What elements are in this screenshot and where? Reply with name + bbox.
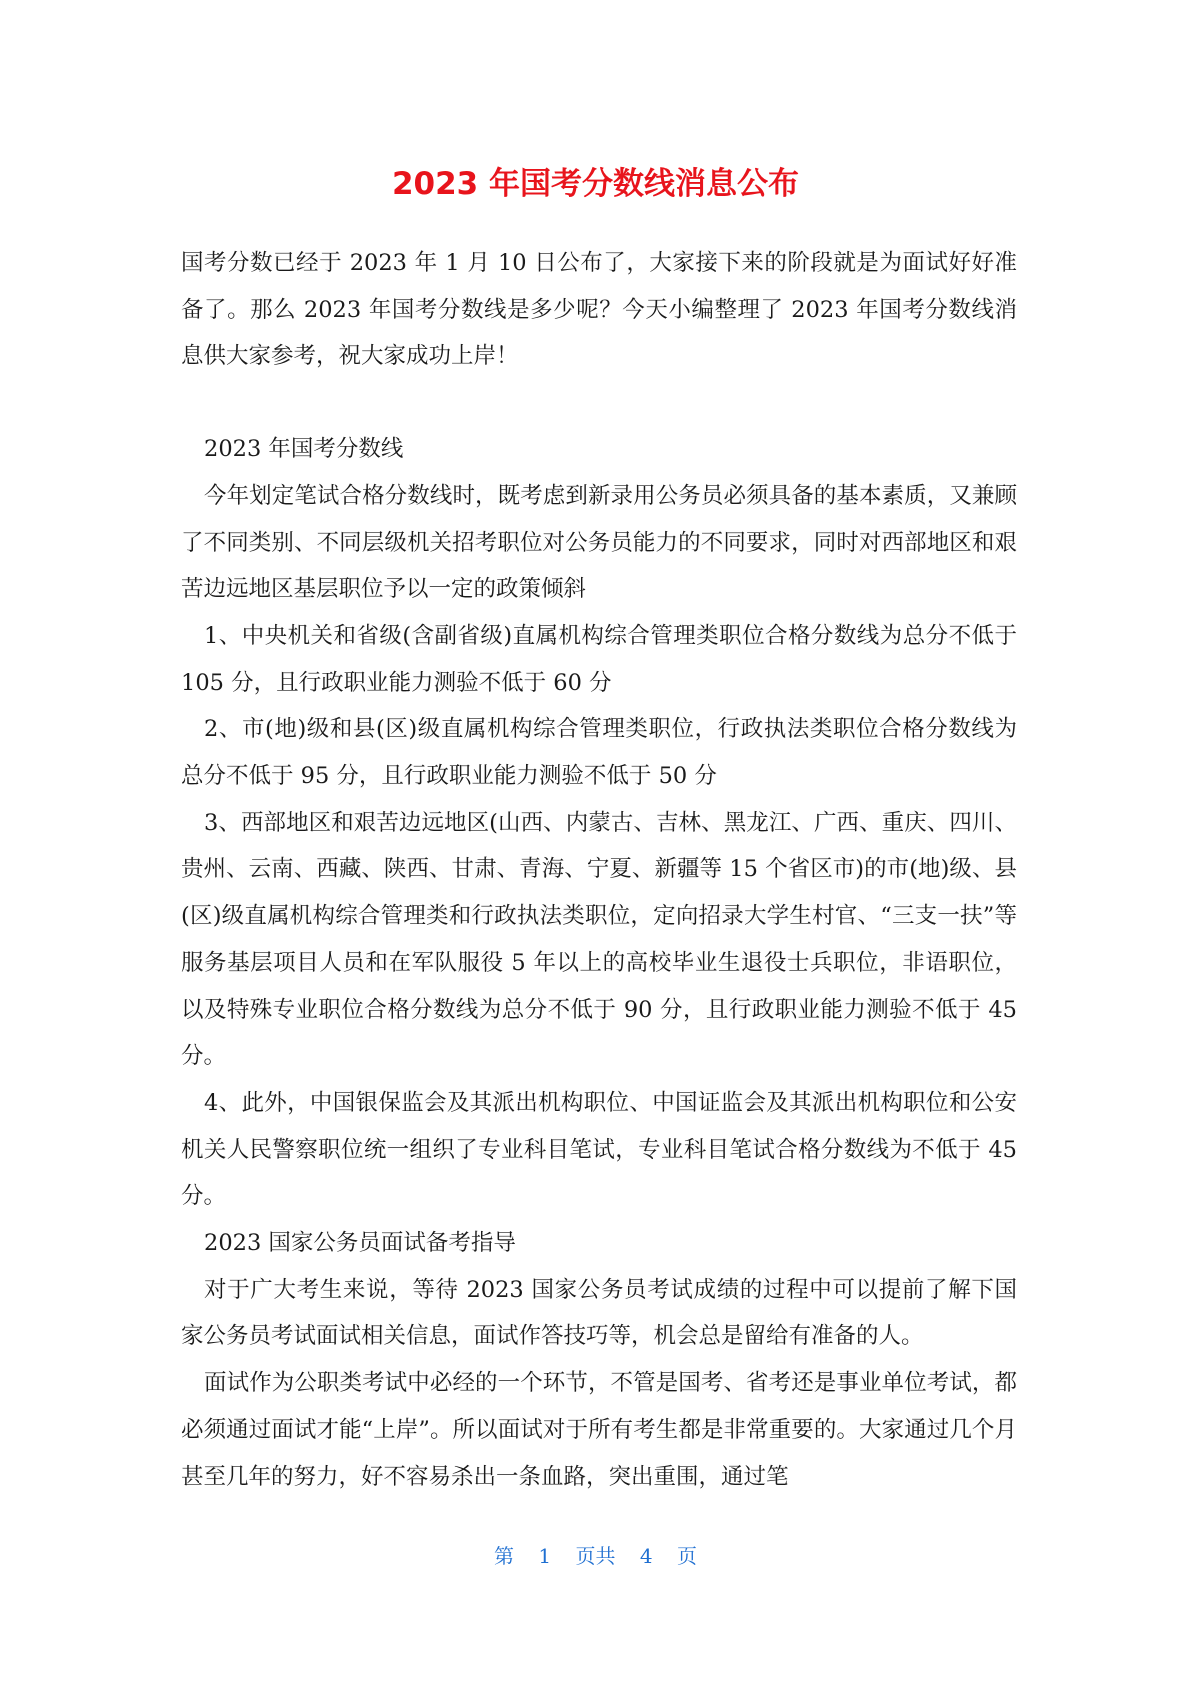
section-heading-interview-guide: 2023 国家公务员面试备考指导 (204, 1230, 516, 1257)
paragraph: 今年划定笔试合格分数线时，既考虑到新录用公务员必须具备的基本素质，又兼顾了不同类别、不同层级机关招考职位对公务员能力的不同要求，同时对西部地区和艰苦边远地区基层职位予以一定的政策倾斜 (181, 482, 1017, 603)
paragraph: 面试作为公职类考试中必经的一个环节，不管是国考、省考还是事业单位考试，都必须通过面试才能“上岸”。所以面试对于所有考生都是非常重要的。大家通过几个月甚至几年的努力，好不容易杀出一条血路，突出重围，通过笔 (181, 1370, 1017, 1490)
footer-middle: 页共 (575, 1544, 616, 1568)
list-item-2: 2、市(地)级和县(区)级直属机构综合管理类职位，行政执法类职位合格分数线为总分不低于 95 分，且行政职业能力测验不低于 50 分 (181, 716, 1017, 790)
paragraph: 对于广大考生来说，等待 2023 国家公务员考试成绩的过程中可以提前了解下国家公务员考试面试相关信息，面试作答技巧等，机会总是留给有准备的人。 (181, 1276, 1017, 1350)
document-body (181, 240, 1017, 1500)
list-item-1: 1、中央机关和省级(含副省级)直属机构综合管理类职位合格分数线为总分不低于 105 分，且行政职业能力测验不低于 60 分 (181, 622, 1017, 696)
list-item-4: 4、此外，中国银保监会及其派出机构职位、中国证监会及其派出机构职位和公安机关人民警察职位统一组织了专业科目笔试，专业科目笔试合格分数线为不低于 45 分。 (181, 1089, 1017, 1210)
document-title: 2023 年国考分数线消息公布 (391, 166, 800, 202)
footer-prefix: 第 (494, 1544, 515, 1568)
intro-paragraph: 国考分数已经于 2023 年 1 月 10 日公布了，大家接下来的阶段就是为面试好好准备了。那么 2023 年国考分数线是多少呢？今天小编整理了 2023 年国考分数线消息供大家参考，祝大家成功上岸！ (181, 250, 1017, 370)
current-page-number: 1 (538, 1544, 552, 1568)
total-pages-number: 4 (639, 1544, 653, 1568)
section-heading-score-lines: 2023 年国考分数线 (204, 436, 404, 463)
page-footer (0, 1540, 1191, 1569)
footer-suffix: 页 (676, 1544, 697, 1568)
list-item-3: 3、西部地区和艰苦边远地区(山西、内蒙古、吉林、黑龙江、广西、重庆、四川、贵州、云南、西藏、陕西、甘肃、青海、宁夏、新疆等 15 个省区市)的市(地)级、县(区)级直属机构综合管理类和行政执法类职位，定向招录大学生村官、“三支一扶”等服务基层项目人员和在军队服役 5 年以上的高校毕业生退役士兵职位，非语职位，以及特殊专业职位合格分数线为总分不低于 90 分，且行政职业能力测验不低于 45 分。 (181, 809, 1017, 1070)
